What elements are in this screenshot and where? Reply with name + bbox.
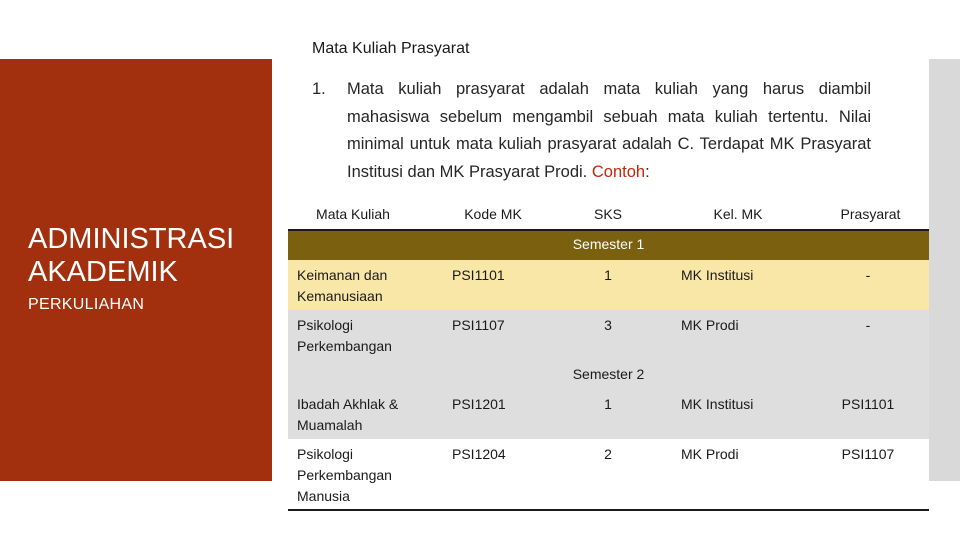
semester-2-band xyxy=(288,360,929,389)
right-accent-strip xyxy=(929,59,960,481)
cell-kel: MK Prodi xyxy=(681,317,739,333)
paragraph-text: Mata kuliah prasyarat adalah mata kuliah yang harus diambil mahasiswa sebelum mengambil sebuah mata kuliah tertentu. Nilai minimal untuk mata kuliah prasyarat adalah C. Terdapat MK Prasyarat Institusi dan MK Prasyarat Prodi. xyxy=(347,80,871,181)
header-kel-mk: Kel. MK xyxy=(713,206,763,222)
cell-prasyarat: - xyxy=(865,267,871,283)
cell-mata-kuliah: Psikologi Perkembangan Manusia xyxy=(297,446,392,504)
cell-sks: 3 xyxy=(604,317,612,333)
cell-sks: 1 xyxy=(604,396,612,412)
cell-kel: MK Prodi xyxy=(681,446,739,462)
side-title xyxy=(28,223,234,289)
side-title-line1: ADMINISTRASI xyxy=(28,223,235,255)
cell-prasyarat: - xyxy=(865,317,871,333)
header-sks: SKS xyxy=(593,206,622,222)
paragraph-number: 1. xyxy=(312,80,326,98)
cell-mata-kuliah: Psikologi Perkembangan xyxy=(297,317,392,354)
cell-kel: MK Institusi xyxy=(681,396,754,412)
table-row xyxy=(288,389,929,439)
cell-kode: PSI1107 xyxy=(452,317,505,333)
prerequisite-table xyxy=(288,200,929,511)
header-prasyarat: Prasyarat xyxy=(840,206,901,222)
side-subtitle: PERKULIAHAN xyxy=(28,296,145,313)
table-header xyxy=(288,200,929,231)
cell-kel: MK Institusi xyxy=(681,267,754,283)
table-row xyxy=(288,439,929,509)
cell-prasyarat: PSI1107 xyxy=(841,446,895,462)
cell-kode: PSI1101 xyxy=(452,267,505,283)
cell-kode: PSI1204 xyxy=(452,446,506,462)
cell-mata-kuliah: Keimanan dan Kemanusiaan xyxy=(297,267,388,304)
cell-prasyarat: PSI1101 xyxy=(841,396,895,412)
table-bottom-rule xyxy=(288,509,929,511)
cell-sks: 1 xyxy=(604,267,612,283)
cell-mata-kuliah: Ibadah Akhlak & Muamalah xyxy=(297,396,399,433)
semester-2-label: Semester 2 xyxy=(572,366,645,382)
paragraph-trailing: : xyxy=(645,162,650,181)
cell-sks: 2 xyxy=(604,446,612,462)
table-row xyxy=(288,310,929,360)
semester-1-band xyxy=(288,231,929,260)
side-title-line2: AKADEMIK xyxy=(28,256,178,288)
paragraph-highlight: Contoh xyxy=(591,162,646,181)
semester-1-label: Semester 1 xyxy=(572,236,645,252)
header-mata-kuliah: Mata Kuliah xyxy=(316,206,390,222)
section-heading: Mata Kuliah Prasyarat xyxy=(312,40,470,57)
paragraph-body xyxy=(347,76,871,186)
table-row xyxy=(288,260,929,310)
cell-kode: PSI1201 xyxy=(452,396,506,412)
header-kode-mk: Kode MK xyxy=(464,206,522,222)
